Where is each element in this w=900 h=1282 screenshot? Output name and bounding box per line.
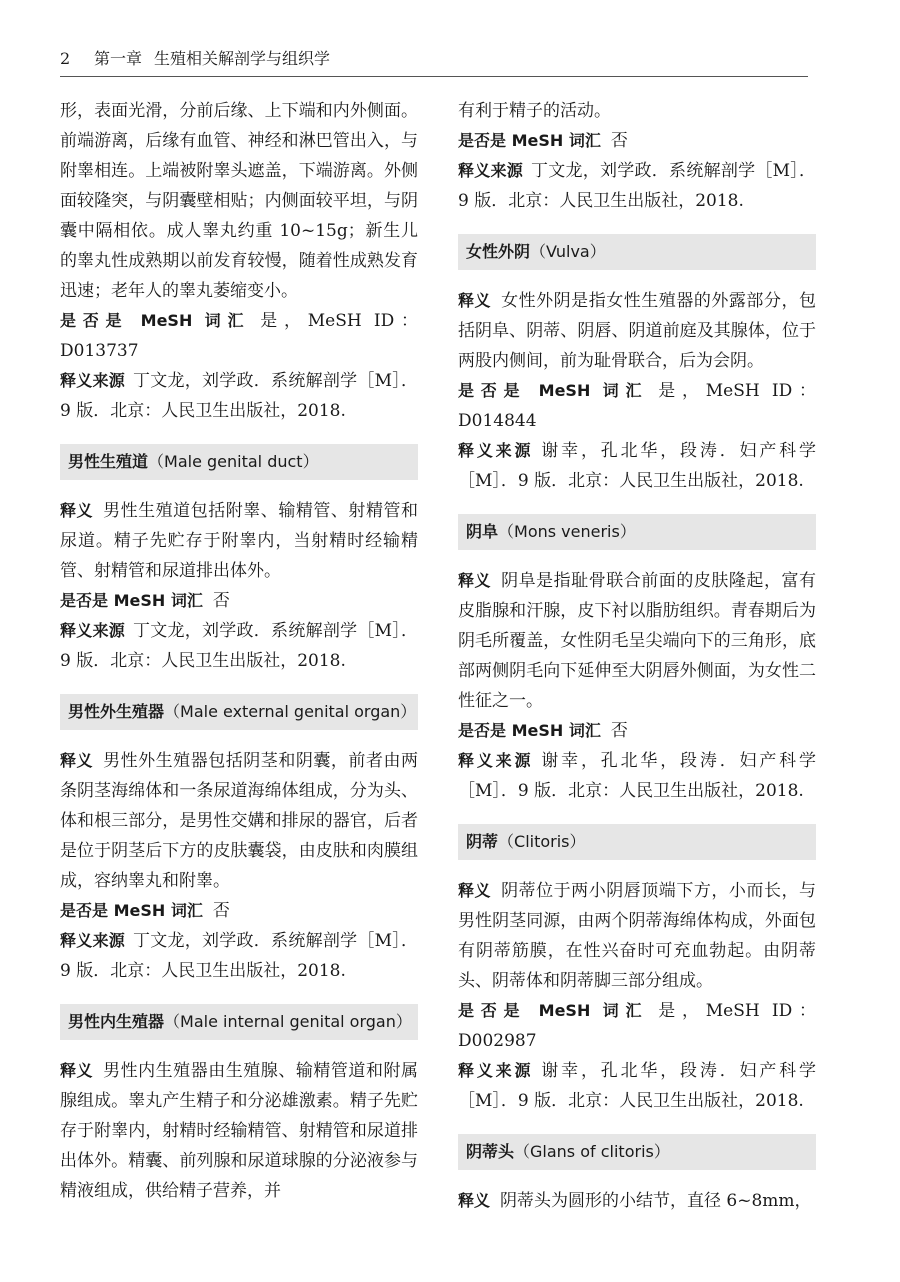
definition-label: 释义: [60, 1061, 94, 1080]
source-label: 释义来源: [458, 441, 534, 460]
mesh-value: 是，MeSH ID：D014844: [458, 381, 816, 431]
source-label: 释义来源: [60, 621, 126, 640]
source-label: 释义来源: [458, 1061, 534, 1080]
term-zh: 男性内生殖器: [68, 1012, 165, 1031]
definition-line: [458, 876, 816, 996]
source-line: [60, 366, 418, 426]
definition-line: [458, 1186, 816, 1216]
term-heading: [458, 514, 816, 550]
definition-line: [458, 566, 816, 716]
definition-label: 释义: [458, 1191, 491, 1210]
source-value: 谢幸，孔北华，段涛．妇产科学［M］．9 版．北京：人民卫生出版社，2018.: [458, 441, 816, 491]
source-line: [458, 436, 816, 496]
definition-label: 释义: [60, 501, 94, 520]
mesh-value: 否: [610, 721, 628, 741]
term-en: （Clitoris）: [498, 832, 586, 851]
source-line: [458, 1056, 816, 1116]
term-heading: [60, 694, 418, 730]
source-value: 丁文龙，刘学政．系统解剖学［M］．9 版．北京：人民卫生出版社，2018.: [60, 621, 418, 671]
source-value: 丁文龙，刘学政．系统解剖学［M］．9 版．北京：人民卫生出版社，2018.: [458, 161, 816, 211]
mesh-line: [458, 376, 816, 436]
running-header: [60, 48, 808, 77]
mesh-value: 否: [212, 901, 230, 921]
definition-text: 男性内生殖器由生殖腺、输精管道和附属腺组成。睾丸产生精子和分泌雄激素。精子先贮存于附睾内，射精时经输精管、射精管和尿道排出体外。精囊、前列腺和尿道球腺的分泌液参与精液组成，供给精子营养，并: [60, 1061, 418, 1201]
source-value: 丁文龙，刘学政．系统解剖学［M］．9 版．北京：人民卫生出版社，2018.: [60, 931, 418, 981]
definition-text: 女性外阴是指女性生殖器的外露部分，包括阴阜、阴蒂、阴唇、阴道前庭及其腺体，位于两股内侧间，前为耻骨联合，后为会阴。: [458, 291, 816, 371]
page-number: 2: [60, 49, 71, 68]
definition-text: 男性生殖道包括附睾、输精管、射精管和尿道。精子先贮存于附睾内，当射精时经输精管、射精管和尿道排出体外。: [60, 501, 418, 581]
term-en: （Male internal genital organ）: [164, 1012, 412, 1031]
term-heading: [458, 824, 816, 860]
definition-text: 阴蒂头为圆形的小结节，直径 6~8mm，: [500, 1191, 812, 1211]
definition-label: 释义: [458, 881, 492, 900]
source-label: 释义来源: [60, 371, 126, 390]
source-line: [458, 746, 816, 806]
definition-label: 释义: [458, 571, 492, 590]
source-line: [458, 156, 816, 216]
mesh-line: [458, 996, 816, 1056]
term-zh: 阴蒂: [466, 832, 499, 851]
definition-label: 释义: [458, 291, 492, 310]
source-label: 释义来源: [458, 751, 534, 770]
term-heading: [458, 234, 816, 270]
definition-line: [458, 286, 816, 376]
term-en: （Male external genital organ）: [164, 702, 417, 721]
term-zh: 阴阜: [466, 522, 499, 541]
source-value: 谢幸，孔北华，段涛．妇产科学［M］．9 版．北京：人民卫生出版社，2018.: [458, 751, 816, 801]
definition-text: 阴阜是指耻骨联合前面的皮肤隆起，富有皮脂腺和汗腺，皮下衬以脂肪组织。青春期后为阴毛所覆盖，女性阴毛呈尖端向下的三角形，底部两侧阴毛向下延伸至大阴唇外侧面，为女性二性征之一。: [458, 571, 816, 711]
term-zh: 男性外生殖器: [68, 702, 165, 721]
definition-text: 阴蒂位于两小阴唇顶端下方，小而长，与男性阴茎同源，由两个阴蒂海绵体构成，外面包有阴蒂筋膜，在性兴奋时可充血勃起。由阴蒂头、阴蒂体和阴蒂脚三部分组成。: [458, 881, 816, 991]
mesh-line: [458, 716, 816, 746]
mesh-label: 是否是 MeSH 词汇: [458, 131, 601, 150]
left-column: [60, 96, 418, 1206]
term-zh: 女性外阴: [466, 242, 531, 261]
source-label: 释义来源: [60, 931, 126, 950]
term-en: （Glans of clitoris）: [514, 1142, 670, 1161]
definition-line: [60, 496, 418, 586]
definition-label: 释义: [60, 751, 94, 770]
source-line: [60, 616, 418, 676]
term-en: （Male genital duct）: [148, 452, 319, 471]
term-en: （Mons veneris）: [498, 522, 636, 541]
term-zh: 阴蒂头: [466, 1142, 515, 1161]
mesh-value: 否: [212, 591, 230, 611]
term-heading: [458, 1134, 816, 1170]
mesh-value: 是，MeSH ID：D002987: [458, 1001, 816, 1051]
chapter-title: 生殖相关解剖学与组织学: [154, 49, 331, 68]
mesh-label: 是否是 MeSH 词汇: [60, 591, 203, 610]
mesh-label: 是否是 MeSH 词汇: [60, 311, 251, 330]
term-zh: 男性生殖道: [68, 452, 149, 471]
source-value: 谢幸，孔北华，段涛．妇产科学［M］．9 版．北京：人民卫生出版社，2018.: [458, 1061, 816, 1111]
chapter-number: 第一章: [94, 49, 143, 68]
continuation-text: 形，表面光滑，分前后缘、上下端和内外侧面。前端游离，后缘有血管、神经和淋巴管出入，与附睾相连。上端被附睾头遮盖，下端游离。外侧面较隆突，与阴囊壁相贴；内侧面较平坦，与阴囊中隔相依。成人睾丸约重 10~15g；新生儿的睾丸性成熟期以前发育较慢，随着性成熟发育迅速；老年人的睾丸萎缩变小。: [60, 101, 418, 301]
mesh-label: 是否是 MeSH 词汇: [458, 1001, 649, 1020]
source-line: [60, 926, 418, 986]
definition-line: [60, 1056, 418, 1206]
mesh-label: 是否是 MeSH 词汇: [458, 721, 601, 740]
mesh-label: 是否是 MeSH 词汇: [458, 381, 649, 400]
mesh-value: 否: [610, 131, 628, 151]
mesh-line: [458, 126, 816, 156]
term-heading: [60, 444, 418, 480]
right-column: [458, 96, 816, 1216]
source-value: 丁文龙，刘学政．系统解剖学［M］．9 版．北京：人民卫生出版社，2018.: [60, 371, 418, 421]
mesh-line: [60, 586, 418, 616]
mesh-line: [60, 306, 418, 366]
mesh-line: [60, 896, 418, 926]
continuation-text: 有利于精子的活动。: [458, 101, 611, 121]
definition-line: [60, 746, 418, 896]
mesh-value: 是，MeSH ID：D013737: [60, 311, 418, 361]
source-label: 释义来源: [458, 161, 524, 180]
mesh-label: 是否是 MeSH 词汇: [60, 901, 203, 920]
definition-text: 男性外生殖器包括阴茎和阴囊，前者由两条阴茎海绵体和一条尿道海绵体组成，分为头、体和根三部分，是男性交媾和排尿的器官，后者是位于阴茎后下方的皮肤囊袋，由皮肤和肉膜组成，容纳睾丸和附睾。: [60, 751, 418, 891]
term-en: （Vulva）: [530, 242, 606, 261]
term-heading: [60, 1004, 418, 1040]
